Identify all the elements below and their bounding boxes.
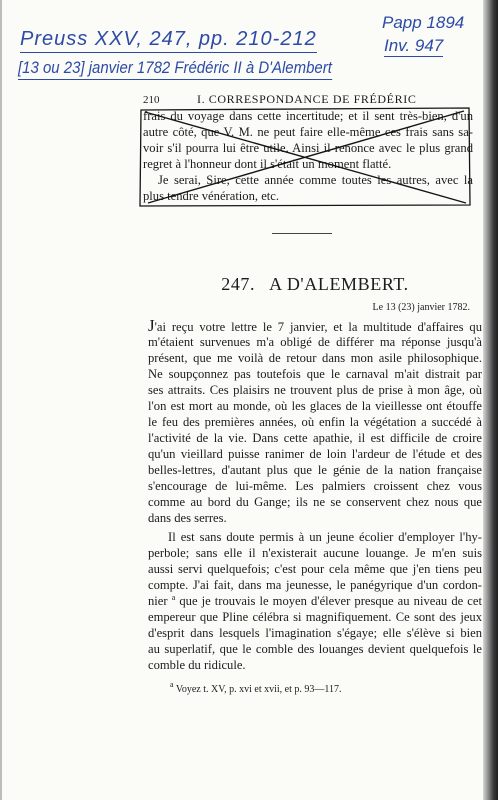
text-line: comme au bord du Gange; ils ne se conservent chez nous que — [148, 495, 482, 509]
handwritten-source-reference: Preuss XXV, 247, pp. 210-212 — [20, 27, 317, 53]
text-line: l'on est mort au monde, où les glaces de la vieillesse ont étouffe — [148, 399, 482, 413]
text-line: perbole; sans elle il n'existerait aucune louange. Je m'en suis — [148, 546, 482, 560]
struck-text-line: voir s'il pourra lui être utile. Ainsi il renonce avec le plus grand — [143, 141, 473, 155]
text-line: s'encourage de lui-même. Les palmiers croissent chez vous — [148, 479, 482, 493]
footnote-marker: a — [170, 680, 174, 689]
text-line: ses attraits. Ces plaisirs ne trouvent plus de prise à mon âge, où — [148, 383, 482, 397]
text-line: qu'un vieillard puisse ranimer de loin l'ardeur de l'étude et des — [148, 447, 482, 461]
letter-body — [148, 318, 482, 673]
text-line: Il est sans doute permis à un jeune écolier d'employer l'hy- — [168, 530, 482, 544]
footnote-text: Voyez t. XV, p. xvi et xvii, et p. 93—117. — [175, 684, 342, 695]
text-line — [148, 593, 482, 609]
letter-number: 247. — [221, 274, 256, 294]
handwritten-letter-reference: [13 ou 23] janvier 1782 Frédéric II à D'Alembert — [18, 57, 332, 80]
text-line: comble du ridicule. — [148, 658, 246, 672]
text-fragment: 'ai reçu votre lettre le 7 janvier, et la multitude d'affaires qu — [154, 320, 482, 334]
text-line: compte. J'ai fait, dans ma jeunesse, le panégyrique d'un cordon- — [148, 578, 482, 592]
drop-initial: J — [148, 316, 155, 335]
handwritten-papp-number: Papp 1894 — [382, 13, 465, 32]
struck-text-line: frais du voyage dans cette incertitude; et il sent très-bien, d'un — [143, 109, 473, 123]
paragraph — [148, 318, 482, 526]
footnote-reference-marker: a — [171, 593, 176, 602]
text-line: aussi servi quelquefois; c'est pour cela même que j'en tiens peu — [148, 562, 482, 576]
text-line: d'esprit dans lesquels l'imagination s'égaye; elle s'élève si bien — [148, 626, 482, 640]
text-line: Ne soupçonnez pas toutefois que le carnaval m'ait distrait par — [148, 367, 482, 381]
text-line: le feu des premières années, où enfin la végétation a succédé à — [148, 415, 482, 429]
letter-date: Le 13 (23) janvier 1782. — [372, 302, 470, 313]
struck-text-line: regret à l'honneur dont il s'était un moment flatté. — [143, 157, 392, 171]
text-line — [148, 318, 482, 334]
scan-right-edge-shadow — [483, 0, 498, 800]
scan-left-edge — [0, 0, 2, 800]
text-line: au superlatif, que le comble des louanges devient quelquefois le — [148, 642, 482, 656]
letter-title: A D'ALEMBERT. — [269, 274, 409, 294]
letter-heading — [148, 272, 482, 296]
strike-through-cross — [136, 104, 476, 210]
text-line: dans des serres. — [148, 511, 227, 525]
page-number: 210 — [143, 94, 160, 106]
struck-text-line: autre côté, que V. M. ne peut faire elle-même ces frais sans sa- — [143, 125, 473, 139]
text-line: m'étaient survenues m'a obligé de différer ma réponse jusqu'à — [148, 335, 482, 349]
struck-text-line: plus tendre vénération, etc. — [143, 189, 280, 203]
section-rule — [272, 233, 332, 234]
text-line: empereur que Pline célébra si magnifiquement. Ce sont des jeux — [148, 610, 482, 624]
text-line: belles-lettres, d'autant plus que le génie de la nation française — [148, 463, 482, 477]
paragraph — [148, 529, 482, 673]
running-title: I. CORRESPONDANCE DE FRÉDÉRIC — [197, 92, 417, 106]
text-line: présent, que me voilà de retour dans mon asile philosophique. — [148, 351, 482, 365]
struck-text-line: Je serai, Sire, cette année comme toutes les autres, avec la — [158, 173, 473, 187]
text-fragment: nier — [148, 594, 168, 608]
handwritten-inventory-number: Inv. 947 — [384, 36, 444, 55]
footnote — [170, 680, 342, 697]
text-line: l'activité de la vie. Dans cette apathie, il est difficile de croire — [148, 431, 482, 445]
text-fragment: que je trouvais le moyen d'élever presque au niveau de cet — [179, 594, 482, 608]
